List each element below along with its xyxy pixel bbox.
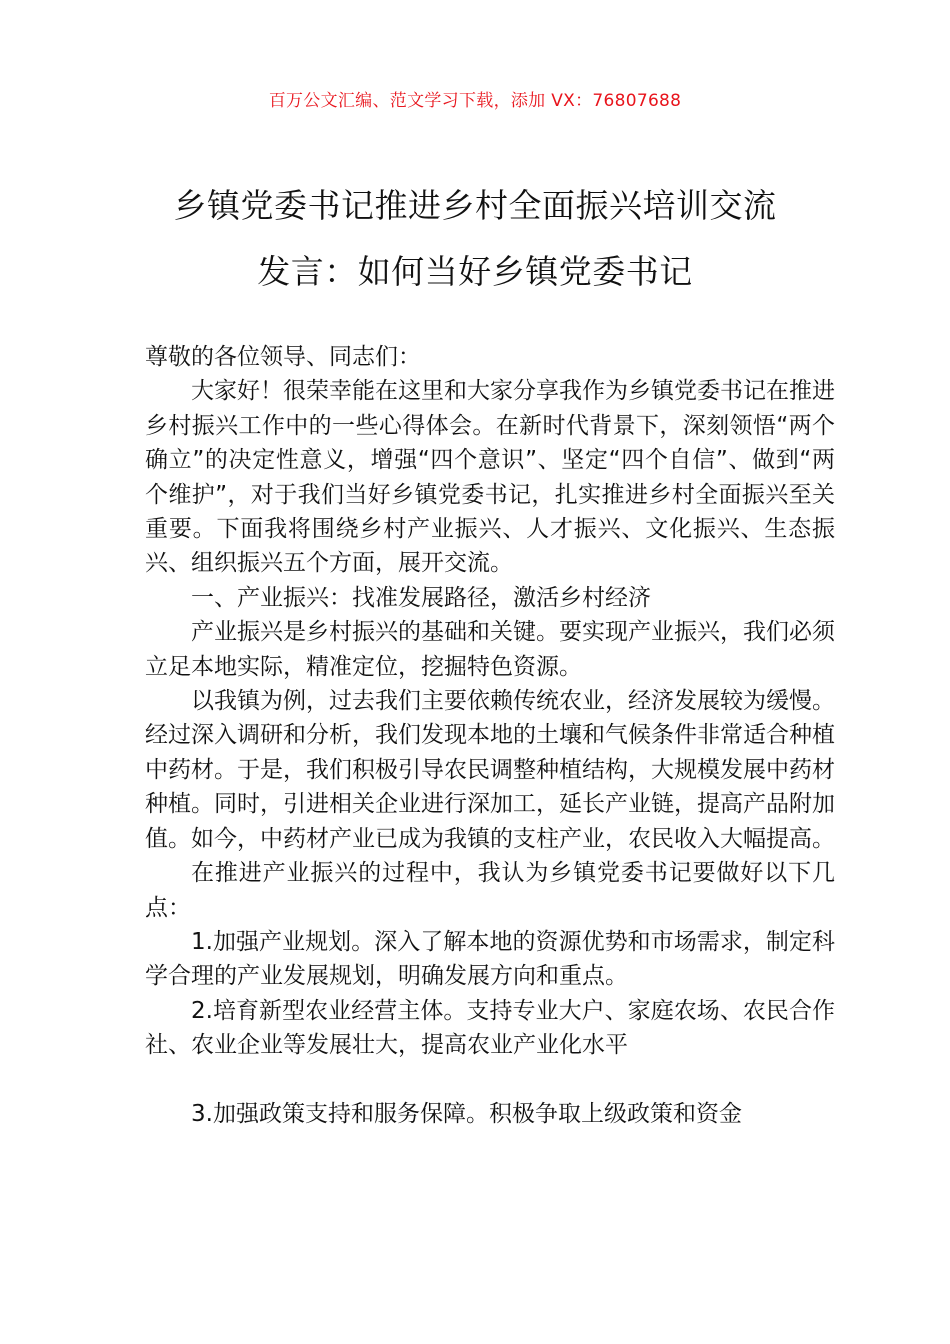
- document-body: [145, 340, 835, 1131]
- section-heading-industry: 一、产业振兴：找准发展路径，激活乡村经济: [191, 584, 651, 611]
- paragraph: 在推进产业振兴的过程中，我认为乡镇党委书记要做好以下几点：: [145, 860, 835, 921]
- document-title-line2: 发言：如何当好乡镇党委书记: [257, 252, 693, 291]
- salutation: 尊敬的各位领导、同志们：: [145, 344, 421, 370]
- list-item-3: 3.加强政策支持和服务保障。积极争取上级政策和资金: [191, 1100, 742, 1127]
- paragraph-intro: 大家好！很荣幸能在这里和大家分享我作为乡镇党委书记在推进乡村振兴工作中的一些心得体会。在新时代背景下，深刻领悟“两个确立”的决定性意义，增强“四个意识”、坚定“四个自信”、做到“两个维护”，对于我们当好乡镇党委书记，扎实推进乡村全面振兴至关重要。下面我将围绕乡村产业振兴、人才振兴、文化振兴、生态振兴、组织振兴五个方面，展开交流。: [145, 378, 835, 577]
- blank-line: [145, 1063, 835, 1097]
- list-item-2: 2.培育新型农业经营主体。支持专业大户、家庭农场、农民合作社、农业企业等发展壮大，提高农业产业化水平: [145, 997, 835, 1059]
- paragraph: 产业振兴是乡村振兴的基础和关键。要实现产业振兴，我们必须立足本地实际，精准定位，挖掘特色资源。: [145, 619, 835, 680]
- document-title-line1: 乡镇党委书记推进乡村全面振兴培训交流: [173, 186, 777, 225]
- list-item-1: 1.加强产业规划。深入了解本地的资源优势和市场需求，制定科学合理的产业发展规划，明确发展方向和重点。: [145, 928, 835, 990]
- header-watermark: 百万公文汇编、范文学习下载，添加 VX：76807688: [268, 91, 682, 111]
- paragraph: 以我镇为例，过去我们主要依赖传统农业，经济发展较为缓慢。经过深入调研和分析，我们发现本地的土壤和气候条件非常适合种植中药材。于是，我们积极引导农民调整种植结构，大规模发展中药材种植。同时，引进相关企业进行深加工，延长产业链，提高产品附加值。如今，中药材产业已成为我镇的支柱产业，农民收入大幅提高。: [145, 688, 835, 852]
